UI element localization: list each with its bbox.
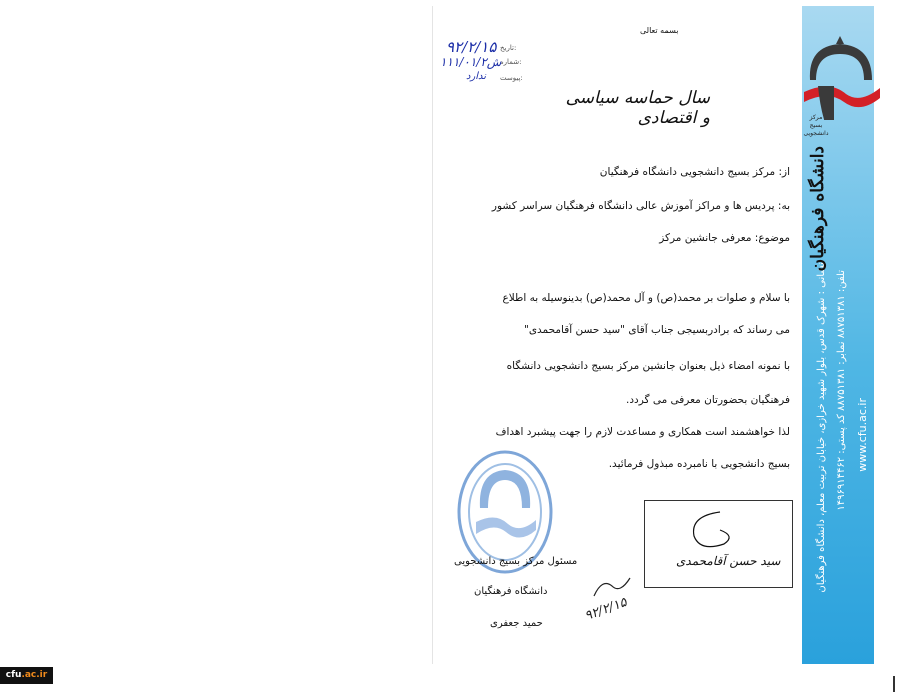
- number-value: ۱۱۱/۰۱/ش۲: [440, 55, 502, 69]
- logo-caption-3: دانشجویی: [803, 130, 829, 137]
- body-line-5: لذا خواهشمند است همکاری و مساعدت لازم را جهت پیشبرد اهداف: [495, 426, 790, 438]
- letter-from: از: مرکز بسیج دانشجویی دانشگاه فرهنگیان: [599, 166, 790, 178]
- number-label: شماره:: [500, 58, 522, 66]
- attachment-value: ندارد: [466, 71, 487, 82]
- body-line-1: با سلام و صلوات بر محمد(ص) و آل محمد(ص) بدینوسیله به اطلاع: [502, 292, 790, 304]
- letter-subject: موضوع: معرفی جانشین مرکز: [659, 232, 790, 244]
- sender-title-2: دانشگاه فرهنگیان: [474, 586, 548, 597]
- page-edge-mark: [893, 676, 895, 692]
- body-line-6: بسیج دانشجویی با نامبرده مبذول فرمائید.: [608, 458, 790, 470]
- attachment-label: پیوست:: [500, 74, 523, 82]
- address-line: نشانی : شهرک قدس، بلوار شهید خرازی، خیابان تربیت معلم، دانشگاه فرهنگیان: [816, 262, 827, 593]
- bismillah: بسمه تعالی: [640, 26, 679, 35]
- cfu-watermark: [0, 667, 53, 684]
- signature-scribble: [680, 508, 740, 554]
- sender-signature: [590, 572, 634, 602]
- phone-line: تلفن: ۸۸۷۵۱۳۸۱ نمابر: ۸۸۷۵۱۳۸۱ کد پستی: ۱۴۹۶۹۱۴۴۶۲: [836, 270, 847, 511]
- logo-caption-1: مرکز: [809, 114, 823, 121]
- sender-handwritten-date: ۹۲/۲/۱۵: [582, 594, 629, 625]
- date-label: تاریخ:: [500, 44, 517, 52]
- date-value: ۹۲/۲/۱۵: [446, 38, 497, 56]
- university-name: دانشگاه فرهنگیان: [808, 146, 828, 272]
- watermark-tld: .ac.ir: [21, 670, 48, 680]
- letter-to: به: پردیس ها و مراکز آموزش عالی دانشگاه فرهنگیان سراسر کشور: [491, 200, 790, 212]
- year-motto: سال حماسه سیاسی و اقتصادی: [565, 88, 710, 128]
- watermark-brand: cfu: [5, 670, 22, 680]
- website-link[interactable]: www.cfu.ac.ir: [856, 398, 869, 472]
- body-line-3: با نمونه امضاء ذیل بعنوان جانشین مرکز بسیج دانشجویی دانشگاه: [506, 360, 790, 372]
- basij-center-logo: [800, 36, 880, 120]
- specimen-signature: سید حسن آقامحمدی: [676, 554, 781, 568]
- body-line-2: می رساند که برادربسیجی جناب آقای "سید حسن آقامحمدی": [524, 324, 790, 336]
- body-line-4: فرهنگیان بحضورتان معرفی می گردد.: [626, 394, 790, 406]
- sender-title-1: مسئول مرکز بسیج دانشجویی: [454, 556, 578, 567]
- sender-name: حمید جعفری: [490, 618, 543, 629]
- logo-caption-2: بسیج: [809, 122, 823, 129]
